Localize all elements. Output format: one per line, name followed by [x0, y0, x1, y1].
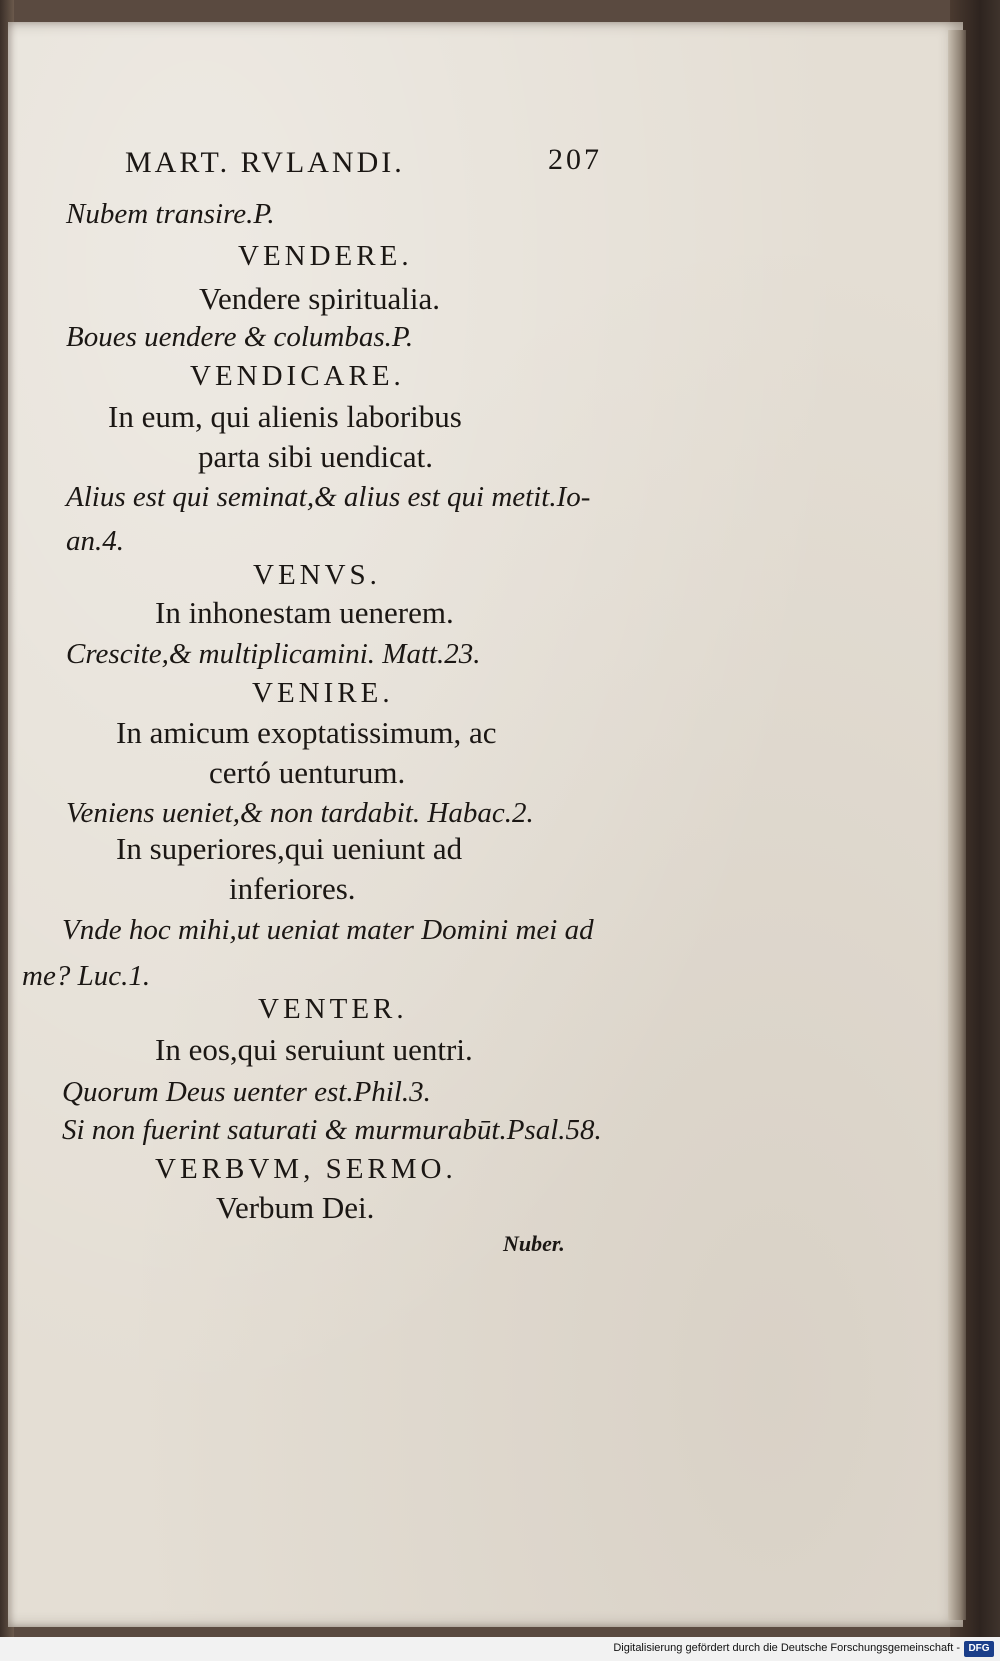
text-line: In eum, qui alienis laboribus — [108, 399, 462, 434]
text-line: parta sibi uendicat. — [198, 439, 433, 474]
text-line: Veniens ueniet,& non tardabit. Habac.2. — [66, 797, 534, 829]
page-number: 207 — [548, 143, 602, 176]
running-head: MART. RVLANDI. — [125, 146, 405, 179]
text-line: Nubem transire.P. — [66, 198, 275, 230]
catchword: Nuber. — [503, 1231, 565, 1256]
section-heading: VENDICARE. — [190, 360, 405, 392]
text-line: Boues uendere & columbas.P. — [66, 321, 414, 353]
text-line: certó uenturum. — [209, 755, 406, 790]
dfg-logo-icon: DFG — [964, 1641, 994, 1657]
section-heading: VENIRE. — [252, 677, 394, 709]
section-heading: VERBVM, SERMO. — [155, 1153, 457, 1185]
footer-credit: Digitalisierung gefördert durch die Deutsche Forschungsgemeinschaft - — [613, 1642, 960, 1654]
text-line: Vendere spiritualia. — [199, 281, 441, 316]
text-line: an.4. — [66, 525, 124, 557]
text-line: Quorum Deus uenter est.Phil.3. — [62, 1076, 431, 1108]
text-line: Vnde hoc mihi,ut ueniat mater Domini mei ad — [62, 914, 594, 946]
text-line: In amicum exoptatissimum, ac — [116, 715, 497, 750]
page-edge — [948, 30, 966, 1620]
section-heading: VENDERE. — [238, 240, 413, 272]
text-line: Crescite,& multiplicamini. Matt.23. — [66, 638, 481, 670]
text-line: Alius est qui seminat,& alius est qui metit.Io- — [66, 481, 591, 513]
section-heading: VENTER. — [258, 993, 408, 1025]
text-line: In superiores,qui ueniunt ad — [116, 831, 463, 866]
digitization-footer — [0, 1637, 1000, 1661]
text-line: In eos,qui seruiunt uentri. — [155, 1032, 473, 1067]
text-line: inferiores. — [229, 871, 356, 906]
text-line: In inhonestam uenerem. — [155, 595, 454, 630]
text-line: Si non fuerint saturati & murmurabūt.Psal.58. — [62, 1114, 602, 1146]
text-line: me? Luc.1. — [22, 960, 151, 992]
text-line: Verbum Dei. — [216, 1190, 375, 1225]
section-heading: VENVS. — [253, 559, 381, 591]
